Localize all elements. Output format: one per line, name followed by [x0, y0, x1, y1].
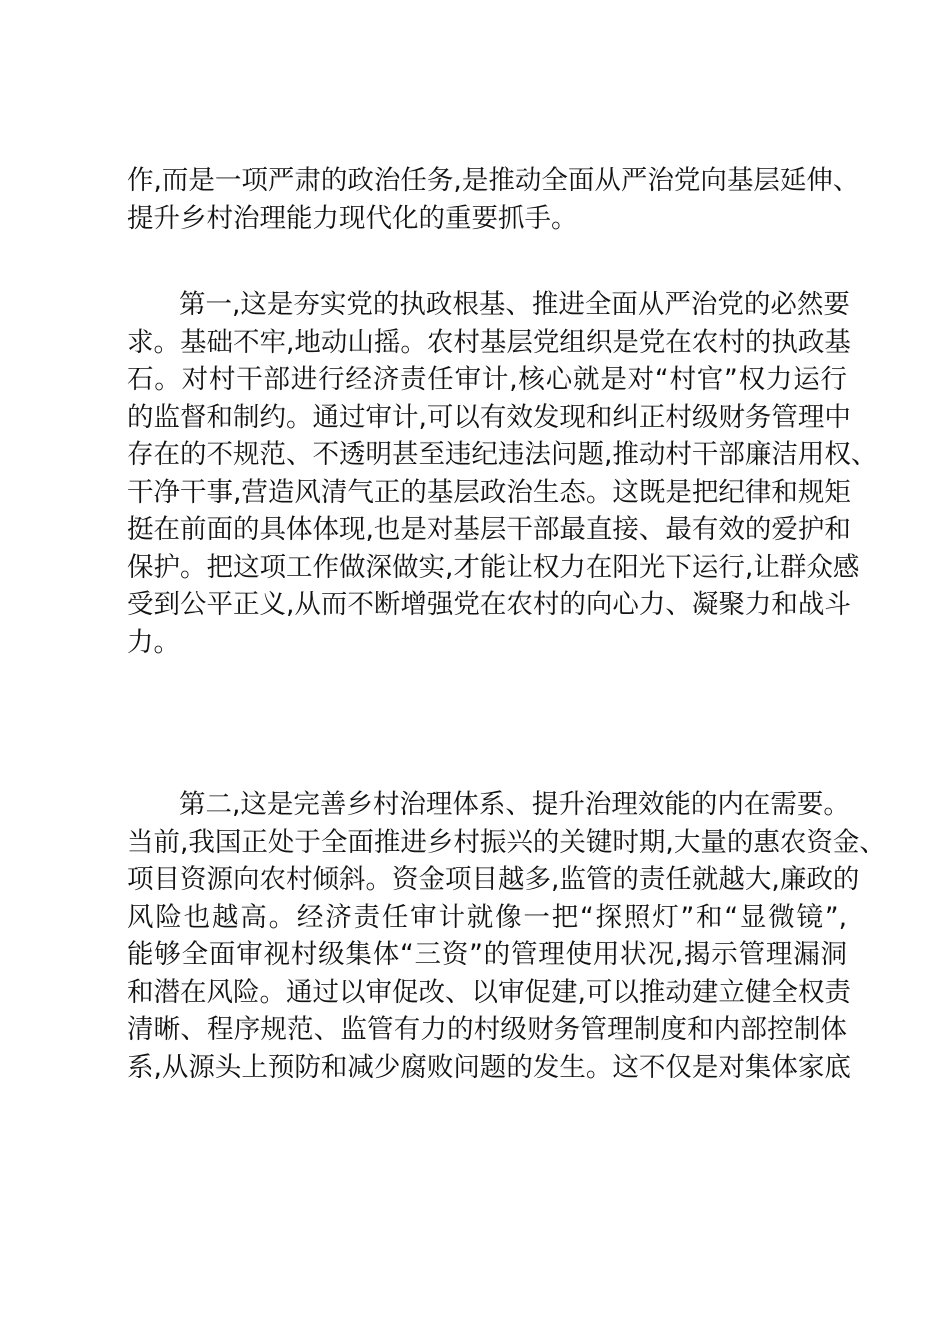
text-line: 保护。把这项工作做深做实,才能让权力在阳光下运行,让群众感	[127, 551, 860, 583]
text-line: 提升乡村治理能力现代化的重要抓手。	[127, 202, 578, 234]
paragraph-continuation	[127, 162, 860, 237]
paragraph-first	[127, 286, 878, 661]
text-line: 和潜在风险。通过以审促改、以审促建,可以推动建立健全权责	[127, 976, 851, 1008]
text-line: 的监督和制约。通过审计,可以有效发现和纠正村级财务管理中	[127, 401, 851, 433]
text-line: 第一,这是夯实党的执政根基、推进全面从严治党的必然要	[179, 289, 850, 320]
text-line: 受到公平正义,从而不断增强党在农村的向心力、凝聚力和战斗	[127, 589, 851, 620]
text-line: 石。对村干部进行经济责任审计,核心就是对“村官”权力运行	[127, 364, 847, 395]
text-line: 项目资源向农村倾斜。资金项目越多,监管的责任就越大,廉政的	[127, 864, 860, 895]
paragraph-second	[127, 786, 886, 1086]
text-line: 存在的不规范、不透明甚至违纪违法问题,推动村干部廉洁用权、	[127, 439, 878, 470]
text-line: 风险也越高。经济责任审计就像一把“探照灯”和“显微镜”,	[127, 901, 847, 933]
text-line: 力。	[127, 626, 180, 658]
text-line: 清晰、程序规范、监管有力的村级财务管理制度和内部控制体	[127, 1014, 847, 1045]
text-line: 当前,我国正处于全面推进乡村振兴的关键时期,大量的惠农资金、	[127, 826, 886, 858]
text-line: 作,而是一项严肃的政治任务,是推动全面从严治党向基层延伸、	[127, 165, 860, 196]
text-line: 第二,这是完善乡村治理体系、提升治理效能的内在需要。	[179, 789, 850, 820]
text-line: 求。基础不牢,地动山摇。农村基层党组织是党在农村的执政基	[127, 326, 851, 358]
text-line: 挺在前面的具体体现,也是对基层干部最直接、最有效的爱护和	[127, 514, 851, 545]
text-line: 能够全面审视村级集体“三资”的管理使用状况,揭示管理漏洞	[127, 939, 847, 970]
text-line: 干净干事,营造风清气正的基层政治生态。这既是把纪律和规矩	[127, 476, 851, 508]
text-line: 系,从源头上预防和减少腐败问题的发生。这不仅是对集体家底	[127, 1051, 851, 1083]
